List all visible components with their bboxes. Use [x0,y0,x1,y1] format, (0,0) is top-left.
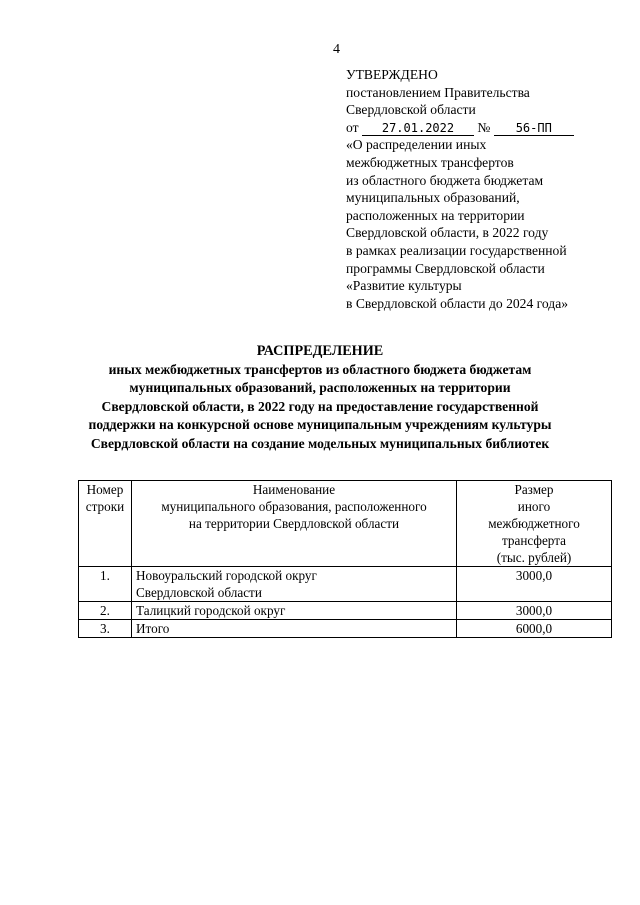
row-municipality [132,620,457,638]
table-row [79,567,612,602]
header-text: Номер [86,482,124,497]
heading-line: Свердловской области на создание модельных муниципальных библиотек [90,435,550,451]
resolution-line: программы Свердловской области [346,260,545,276]
date-prefix: от [346,119,359,135]
handwritten-number: 56-ПП [494,121,574,136]
heading-line: Свердловской области, в 2022 году на предоставление государственной [101,398,539,414]
header-text: на территории Свердловской области [188,516,400,531]
header-municipality-name [132,481,457,567]
approval-line: Свердловской области [346,102,476,118]
municipality-text: Новоуральский городской округ [136,568,317,583]
municipality-text: Талицкий городской округ [136,603,286,618]
table-header-row [79,481,612,567]
heading-line: муниципальных образований, расположенных на территории [129,380,511,395]
resolution-line: межбюджетных трансфертов [346,154,514,170]
row-amount: 3000,0 [457,567,612,602]
distribution-table [78,480,612,638]
header-text: муниципального образования, расположенного [161,499,427,514]
approval-title: УТВЕРЖДЕНО [346,67,438,82]
resolution-line: расположенных на территории [346,207,525,223]
resolution-line: в рамках реализации государственной [346,242,567,258]
document-heading [60,342,580,453]
approval-stamp [346,66,616,312]
resolution-line: в Свердловской области до 2024 года» [346,295,569,311]
resolution-line: из областного бюджета бюджетам [346,172,544,188]
row-amount-total: 6000,0 [457,620,612,638]
row-municipality [132,567,457,602]
header-text: Наименование [252,482,336,497]
resolution-line: Свердловской области, в 2022 году [346,225,549,241]
approval-date-line [346,119,616,137]
header-text: межбюджетного [488,516,580,531]
header-text: строки [85,499,125,514]
header-transfer-amount [457,481,612,567]
heading-title: РАСПРЕДЕЛЕНИЕ [256,343,384,359]
heading-line: иных межбюджетных трансфертов из областного бюджета бюджетам [108,361,532,377]
row-number: 2. [79,602,132,620]
resolution-line: «О распределении иных [346,137,487,153]
header-text: иного [517,499,551,514]
row-number: 3. [79,620,132,638]
handwritten-date: 27.01.2022 [362,121,474,136]
row-number: 1. [79,567,132,602]
header-text: Размер [514,482,554,497]
resolution-line: «Развитие культуры [346,278,462,294]
header-text: (тыс. рублей) [496,550,572,565]
municipality-text: Свердловской области [136,585,262,600]
number-prefix: № [477,119,491,135]
approval-line: постановлением Правительства [346,84,530,100]
header-row-number [79,481,132,567]
row-municipality [132,602,457,620]
heading-line: поддержки на конкурсной основе муниципальным учреждениям культуры [88,417,552,432]
resolution-line: муниципальных образований, [346,190,520,206]
page-number: 4 [333,42,340,57]
header-text: трансферта [501,533,567,548]
table-row-total [79,620,612,638]
table-row [79,602,612,620]
total-label: Итого [136,621,170,636]
row-amount: 3000,0 [457,602,612,620]
